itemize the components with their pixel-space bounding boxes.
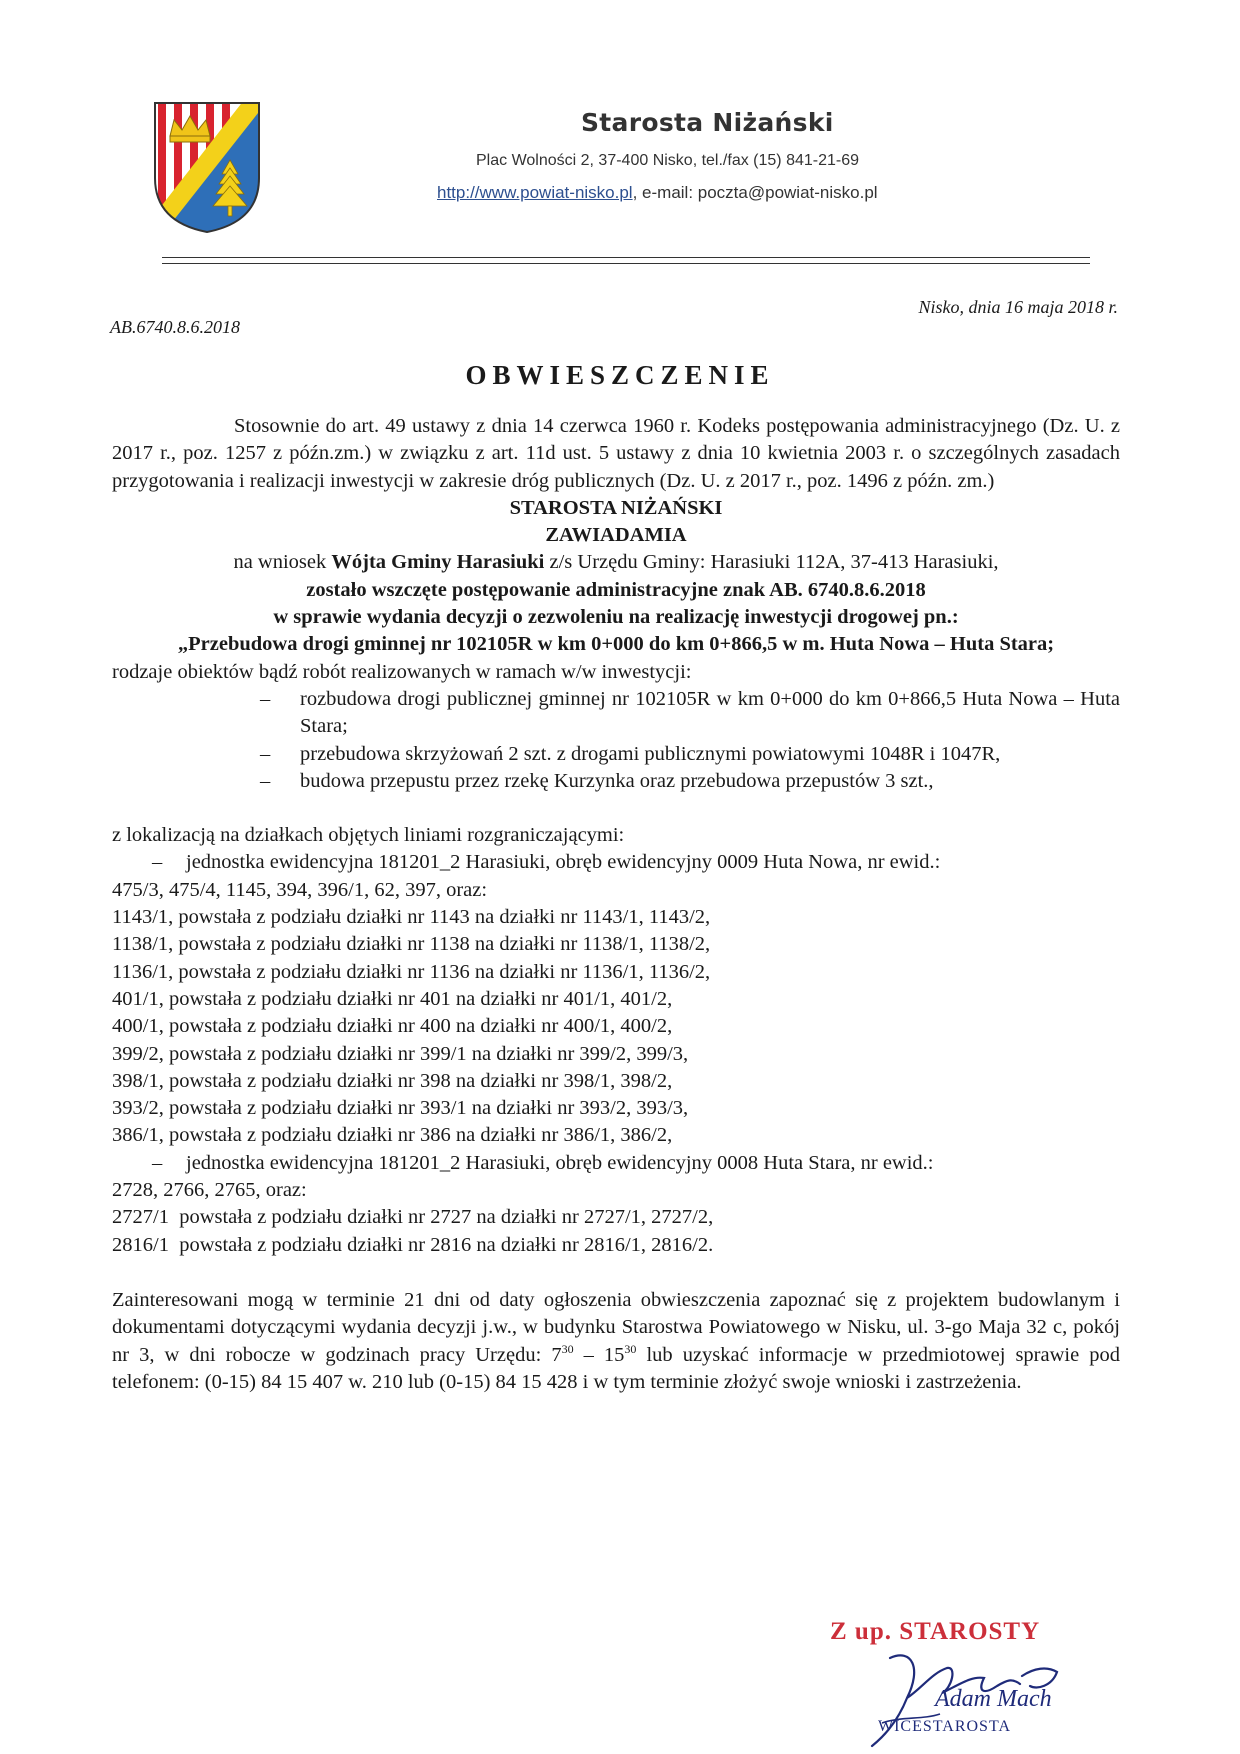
unit-plots: 2728, 2766, 2765, oraz: bbox=[112, 1179, 307, 1202]
unit-header-text: jednostka ewidencyjna 181201_2 Harasiuki, obręb ewidencyjny 0009 Huta Nowa, nr ewid.: bbox=[186, 851, 941, 874]
stamp-signatory-title: WICESTAROSTA bbox=[878, 1718, 1011, 1735]
works-item: – rozbudowa drogi publicznej gminnej nr 102105R w km 0+000 do km 0+866,5 Huta Nowa – Huta Stara; bbox=[260, 686, 1120, 741]
unit-header-text: jednostka ewidencyjna 181201_2 Harasiuki, obręb ewidencyjny 0008 Huta Stara, nr ewid.: bbox=[186, 1151, 934, 1174]
plot-division: 386/1, powstała z podziału działki nr 386 na działki nr 386/1, 386/2, bbox=[112, 1124, 673, 1147]
unit-header bbox=[112, 1150, 1120, 1177]
office-address: Plac Wolności 2, 37-400 Nisko, tel./fax (15) 841-21-69 bbox=[476, 152, 860, 169]
office-name: Starosta Niżański bbox=[581, 108, 834, 137]
plot-division: 1143/1, powstała z podziału działki nr 1143 na działki nr 1143/1, 1143/2, bbox=[112, 906, 711, 929]
handwritten-signature-icon bbox=[852, 1628, 1082, 1753]
works-item: – przebudowa skrzyżowań 2 szt. z drogami publicznymi powiatowymi 1048R i 1047R, bbox=[260, 741, 1120, 768]
project-name: „Przebudowa drogi gminnej nr 102105R w km 0+000 do km 0+866,5 w m. Huta Nowa – Huta Stara; bbox=[177, 633, 1055, 656]
closing-paragraph bbox=[112, 1287, 1120, 1396]
intro-paragraph: Stosownie do art. 49 ustawy z dnia 14 czerwca 1960 r. Kodeks postępowania administracyjnego (Dz. U. z 2017 r., poz. 1257 z późn.zm.) w związku z art. 11d ust. 5 ustawy z dnia 10 kwietnia 2003 r. o szczególnych zasadach przygotowania i realizacji inwestycji w zakresie dróg publicznych (Dz. U. z 2017 r., poz. 1496 z późn. zm.) bbox=[112, 415, 1120, 492]
coat-of-arms-icon bbox=[152, 100, 262, 235]
works-item: – budowa przepustu przez rzekę Kurzynka oraz przebudowa przepustów 3 szt., bbox=[260, 768, 1120, 795]
proceeding-line: zostało wszczęte postępowanie administracyjne znak AB. 6740.8.6.2018 bbox=[306, 578, 926, 601]
reference-number: AB.6740.8.6.2018 bbox=[110, 317, 240, 337]
header-divider-bottom bbox=[162, 263, 1090, 264]
plot-division: 398/1, powstała z podziału działki nr 398 na działki nr 398/1, 398/2, bbox=[112, 1069, 673, 1092]
plot-division: 1138/1, powstała z podziału działki nr 1138 na działki nr 1138/1, 1138/2, bbox=[112, 933, 711, 956]
plot-division: 400/1, powstała z podziału działki nr 400 na działki nr 400/1, 400/2, bbox=[112, 1015, 673, 1038]
office-contacts bbox=[437, 183, 878, 203]
authority-name: STAROSTA NIŻAŃSKI bbox=[509, 496, 723, 519]
document-title: OBWIESZCZENIE bbox=[465, 360, 775, 390]
stamp-signatory-name: Adam Mach bbox=[935, 1686, 1052, 1712]
stamp-authorization: Z up. STAROSTY bbox=[830, 1618, 1041, 1645]
signature-stamp bbox=[830, 1618, 1110, 1753]
plot-division: 401/1, powstała z podziału działki nr 401 na działki nr 401/1, 401/2, bbox=[112, 987, 673, 1010]
header-divider-top bbox=[162, 257, 1090, 258]
office-hours: $7^{30} - 15^{30}$ bbox=[551, 1341, 637, 1366]
requester-name: Wójta Gminy Harasiuki bbox=[331, 551, 545, 574]
matter-line: w sprawie wydania decyzji o zezwoleniu na realizację inwestycji drogowej pn.: bbox=[273, 606, 959, 629]
plot-division: 399/2, powstała z podziału działki nr 399/1 na działki nr 399/2, 399/3, bbox=[112, 1042, 689, 1065]
plot-division: 1136/1, powstała z podziału działki nr 1136 na działki nr 1136/1, 1136/2, bbox=[112, 960, 711, 983]
location-intro: z lokalizacją na działkach objętych liniami rozgraniczającymi: bbox=[112, 824, 625, 847]
unit-header bbox=[112, 849, 1120, 876]
plot-division: 2816/1 powstała z podziału działki nr 2816 na działki nr 2816/1, 2816/2. bbox=[112, 1233, 714, 1256]
place-date: Nisko, dnia 16 maja 2018 r. bbox=[918, 297, 1118, 317]
email-text: , e-mail: poczta@powiat-nisko.pl bbox=[632, 183, 878, 202]
unit-plots: 475/3, 475/4, 1145, 394, 396/1, 62, 397, oraz: bbox=[112, 878, 488, 901]
plot-division: 393/2, powstała z podziału działki nr 393/1 na działki nr 393/2, 393/3, bbox=[112, 1097, 689, 1120]
works-list bbox=[112, 686, 1120, 795]
closing-text-a: Zainteresowani mogą w terminie 21 dni od daty ogłoszenia obwieszczenia zapoznać się z projektem budowlanym i dokumentami dotyczącymi wydania decyzji j.w., w budynku Starostwa Powiatowego w Nisku, ul. 3-go Maja 32 c, pokój nr 3, w dni robocze w godzinach pracy Urzędu: bbox=[112, 1288, 1120, 1366]
announces-line: ZAWIADAMIA bbox=[545, 524, 687, 547]
plot-division: 2727/1 powstała z podziału działki nr 2727 na działki nr 2727/1, 2727/2, bbox=[112, 1206, 714, 1229]
request-line bbox=[112, 549, 1120, 576]
document-body bbox=[112, 413, 1120, 1396]
works-intro: rodzaje obiektów bądź robót realizowanych w ramach w/w inwestycji: bbox=[112, 660, 692, 683]
unit-dash: – bbox=[152, 851, 163, 874]
website-link[interactable]: http://www.powiat-nisko.pl bbox=[437, 183, 633, 202]
request-prefix: na wniosek bbox=[233, 551, 332, 574]
closing-text-b: lub uzyskać informacje w przedmiotowej sprawie pod telefonem: (0-15) 84 15 407 w. 210 lub (0-15) 84 15 428 i w tym terminie złożyć swoje wnioski i zastrzeżenia. bbox=[112, 1343, 1121, 1393]
unit-dash: – bbox=[152, 1151, 163, 1174]
requester-address: z/s Urzędu Gminy: Harasiuki 112A, 37-413 Harasiuki, bbox=[544, 551, 999, 574]
